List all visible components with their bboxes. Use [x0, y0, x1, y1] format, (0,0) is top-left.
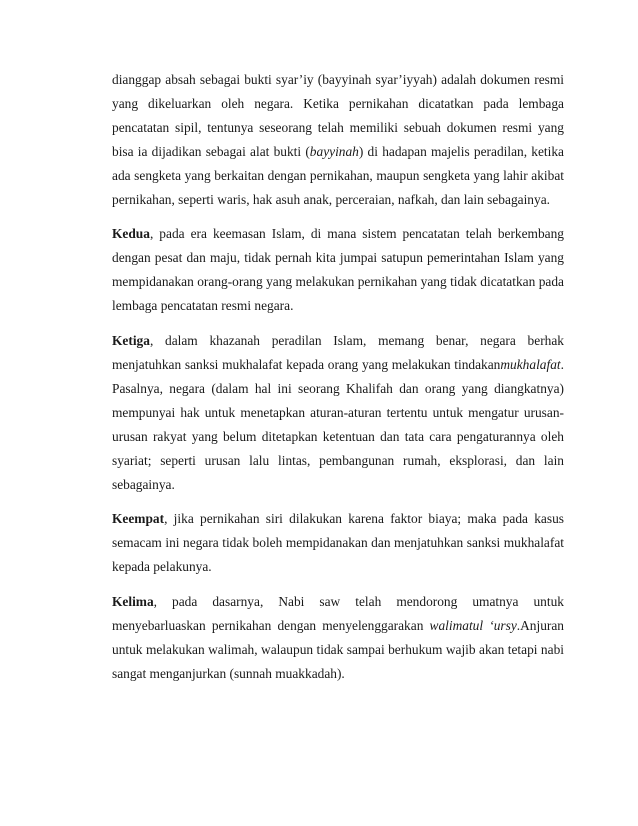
paragraph-kelima: [112, 590, 564, 686]
text-segment: , jika pernikahan siri dilakukan karena faktor biaya; maka pada kasus semacam ini negara tidak boleh mempidanakan dan menjatuhkan sanksi mukhalafat kepada pelakunya.: [112, 511, 564, 575]
text-segment: , pada dasarnya, Nabi saw telah mendorong umatnya untuk menyebarluaskan pernikahan dengan menyelenggarakan: [112, 594, 564, 634]
paragraph-intro-continuation: [112, 68, 564, 211]
paragraph-ketiga: [112, 329, 564, 496]
italic-term-bayyinah: bayyinah: [309, 143, 359, 159]
text-segment: , pada era keemasan Islam, di mana sistem pencatatan telah berkembang dengan pesat dan maju, tidak pernah kita jumpai satupun pemerintahan Islam yang mempidanakan orang-orang yang melakukan pernikahan yang tidak dicatatkan pada lembaga pencatatan resmi negara.: [112, 226, 564, 314]
text-segment: dianggap absah sebagai bukti syar’iy (bayyinah syar’iyyah) adalah dokumen resmi yang dikeluarkan oleh negara. Ketika pernikahan dicatatkan pada lembaga pencatatan sipil, tentunya seseorang telah memiliki sebuah dokumen resmi yang bisa ia dijadikan sebagai alat bukti (: [112, 72, 564, 159]
paragraph-heading-kedua: Kedua: [112, 226, 150, 242]
paragraph-heading-keempat: Keempat: [112, 511, 165, 527]
paragraph-heading-kelima: Kelima: [112, 594, 154, 610]
paragraph-kedua: [112, 222, 564, 318]
document-body: [112, 68, 564, 697]
text-segment: , dalam khazanah peradilan Islam, memang benar, negara berhak menjatuhkan sanksi mukhalafat kepada orang yang melakukan tindakan: [112, 333, 564, 372]
text-segment: ) di hadapan majelis peradilan, ketika ada sengketa yang berkaitan dengan pernikahan, maupun sengketa yang lahir akibat pernikahan, seperti waris, hak asuh anak, perceraian, nafkah, dan lain sebagainya.: [112, 143, 564, 207]
text-segment: . Pasalnya, negara (dalam hal ini seorang Khalifah dan orang yang diangkatnya) mempunyai hak untuk menetapkan aturan-aturan tertentu untuk mengatur urusan-urusan rakyat yang belum ditetapkan ketentuan dan tata cara pengaturannya oleh syariat; seperti urusan lalu lintas, pembangunan rumah, eksplorasi, dan lain sebagainya.: [112, 356, 564, 492]
text-segment: .Anjuran untuk melakukan walimah, walaupun tidak sampai berhukum wajib akan tetapi nabi sangat menganjurkan (sunnah muakkadah).: [112, 618, 564, 681]
paragraph-heading-ketiga: Ketiga: [112, 333, 150, 349]
italic-term-walimatul-ursy: walimatul ‘ursy: [429, 618, 517, 634]
italic-term-mukhalafat: mukhalafat: [500, 356, 561, 372]
paragraph-keempat: [112, 507, 564, 579]
